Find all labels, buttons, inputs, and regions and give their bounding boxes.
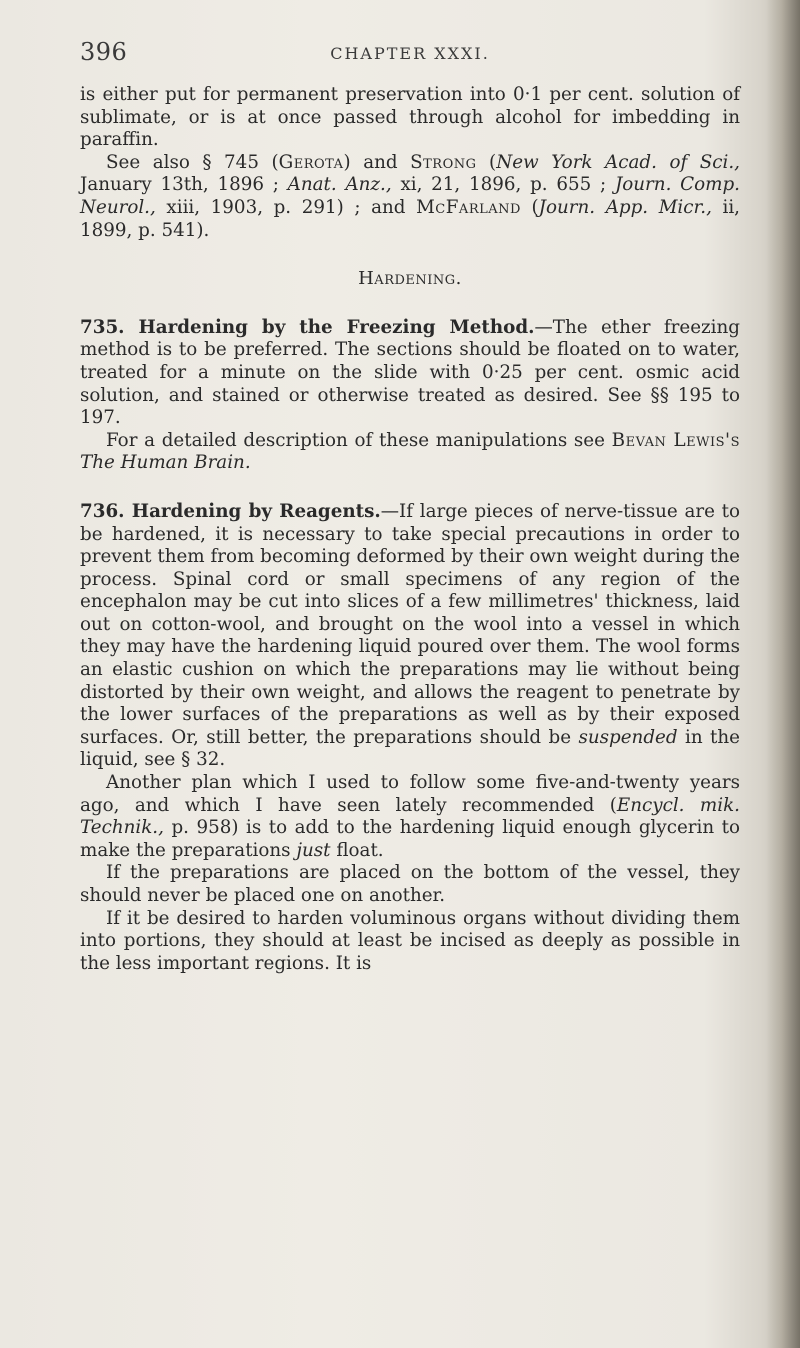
section-736-paragraph: 736. Hardening by Reagents.—If large pieces of nerve-tissue are to be hardened, it is necessary to take special precautions in order to prevent them from becoming deformed by their own weight during the process. Spinal cord or small specimens of any region of the encephalon may be cut into slices of a few millimetres' thickness, laid out on cotton-wool, and brought on the wool into a vessel in which they may have the hardening liquid poured over them. The wool forms an elastic cushion on which the preparations may lie without being distorted by their own weight, and allows the reagent to penetrate by the lower surfaces of the preparations as well as by their exposed surfaces. Or, still better, the preparations should be suspended in the liquid, see § 32.	[80, 500, 740, 771]
section-heading-hardening: Hardening.	[358, 268, 462, 290]
author-strong: Strong	[410, 151, 477, 173]
running-head	[80, 38, 740, 68]
section-736-title: 736. Hardening by Reagents.	[80, 500, 381, 522]
author-bevan-lewis: Bevan Lewis's	[611, 429, 740, 451]
page-number: 396	[80, 38, 128, 66]
section-736-paragraph-4: If it be desired to harden voluminous organs without dividing them into portions, they should at least be incised as deeply as possible in the less important regions. It is	[80, 907, 740, 974]
section-735-paragraph: 735. Hardening by the Freezing Method.—The ether freezing method is to be preferred. The sections should be floated on to water, treated for a minute on the slide with 0·25 per cent. osmic acid solution, and stained or otherwise treated as desired. See §§ 195 to 197.	[80, 316, 740, 429]
page-edge-shadow	[766, 0, 800, 1348]
section-736-paragraph-2: Another plan which I used to follow some five-and-twenty years ago, and which I have seen lately recommended (Encycl. mik. Technik., p. 958) is to add to the hardening liquid enough glycerin to make the preparations just float.	[80, 772, 740, 861]
body-text	[80, 84, 740, 975]
book-title: The Human Brain.	[80, 452, 251, 474]
intro-paragraph: is either put for permanent preservation into 0·1 per cent. solution of sublimate, or is at once passed through alcohol for imbedding in paraffin.	[80, 84, 740, 151]
author-gerota: Gerota	[278, 151, 344, 173]
section-736-paragraph-3: If the preparations are placed on the bottom of the vessel, they should never be placed one on another.	[80, 862, 740, 906]
author-mcfarland: McFarland	[416, 196, 521, 218]
references-paragraph: See also § 745 (Gerota) and Strong (New York Acad. of Sci., January 13th, 1896 ; Anat. Anz., xi, 21, 1896, p. 655 ; Journ. Comp. Neurol., xiii, 1903, p. 291) ; and McFarland (Journ. App. Micr., ii, 1899, p. 541).	[80, 151, 740, 241]
chapter-heading: CHAPTER XXXI.	[330, 44, 490, 63]
section-735-reference: For a detailed description of these manipulations see Bevan Lewis's The Human Brain.	[80, 429, 740, 474]
section-735-title: 735. Hardening by the Freezing Method.	[80, 316, 535, 338]
